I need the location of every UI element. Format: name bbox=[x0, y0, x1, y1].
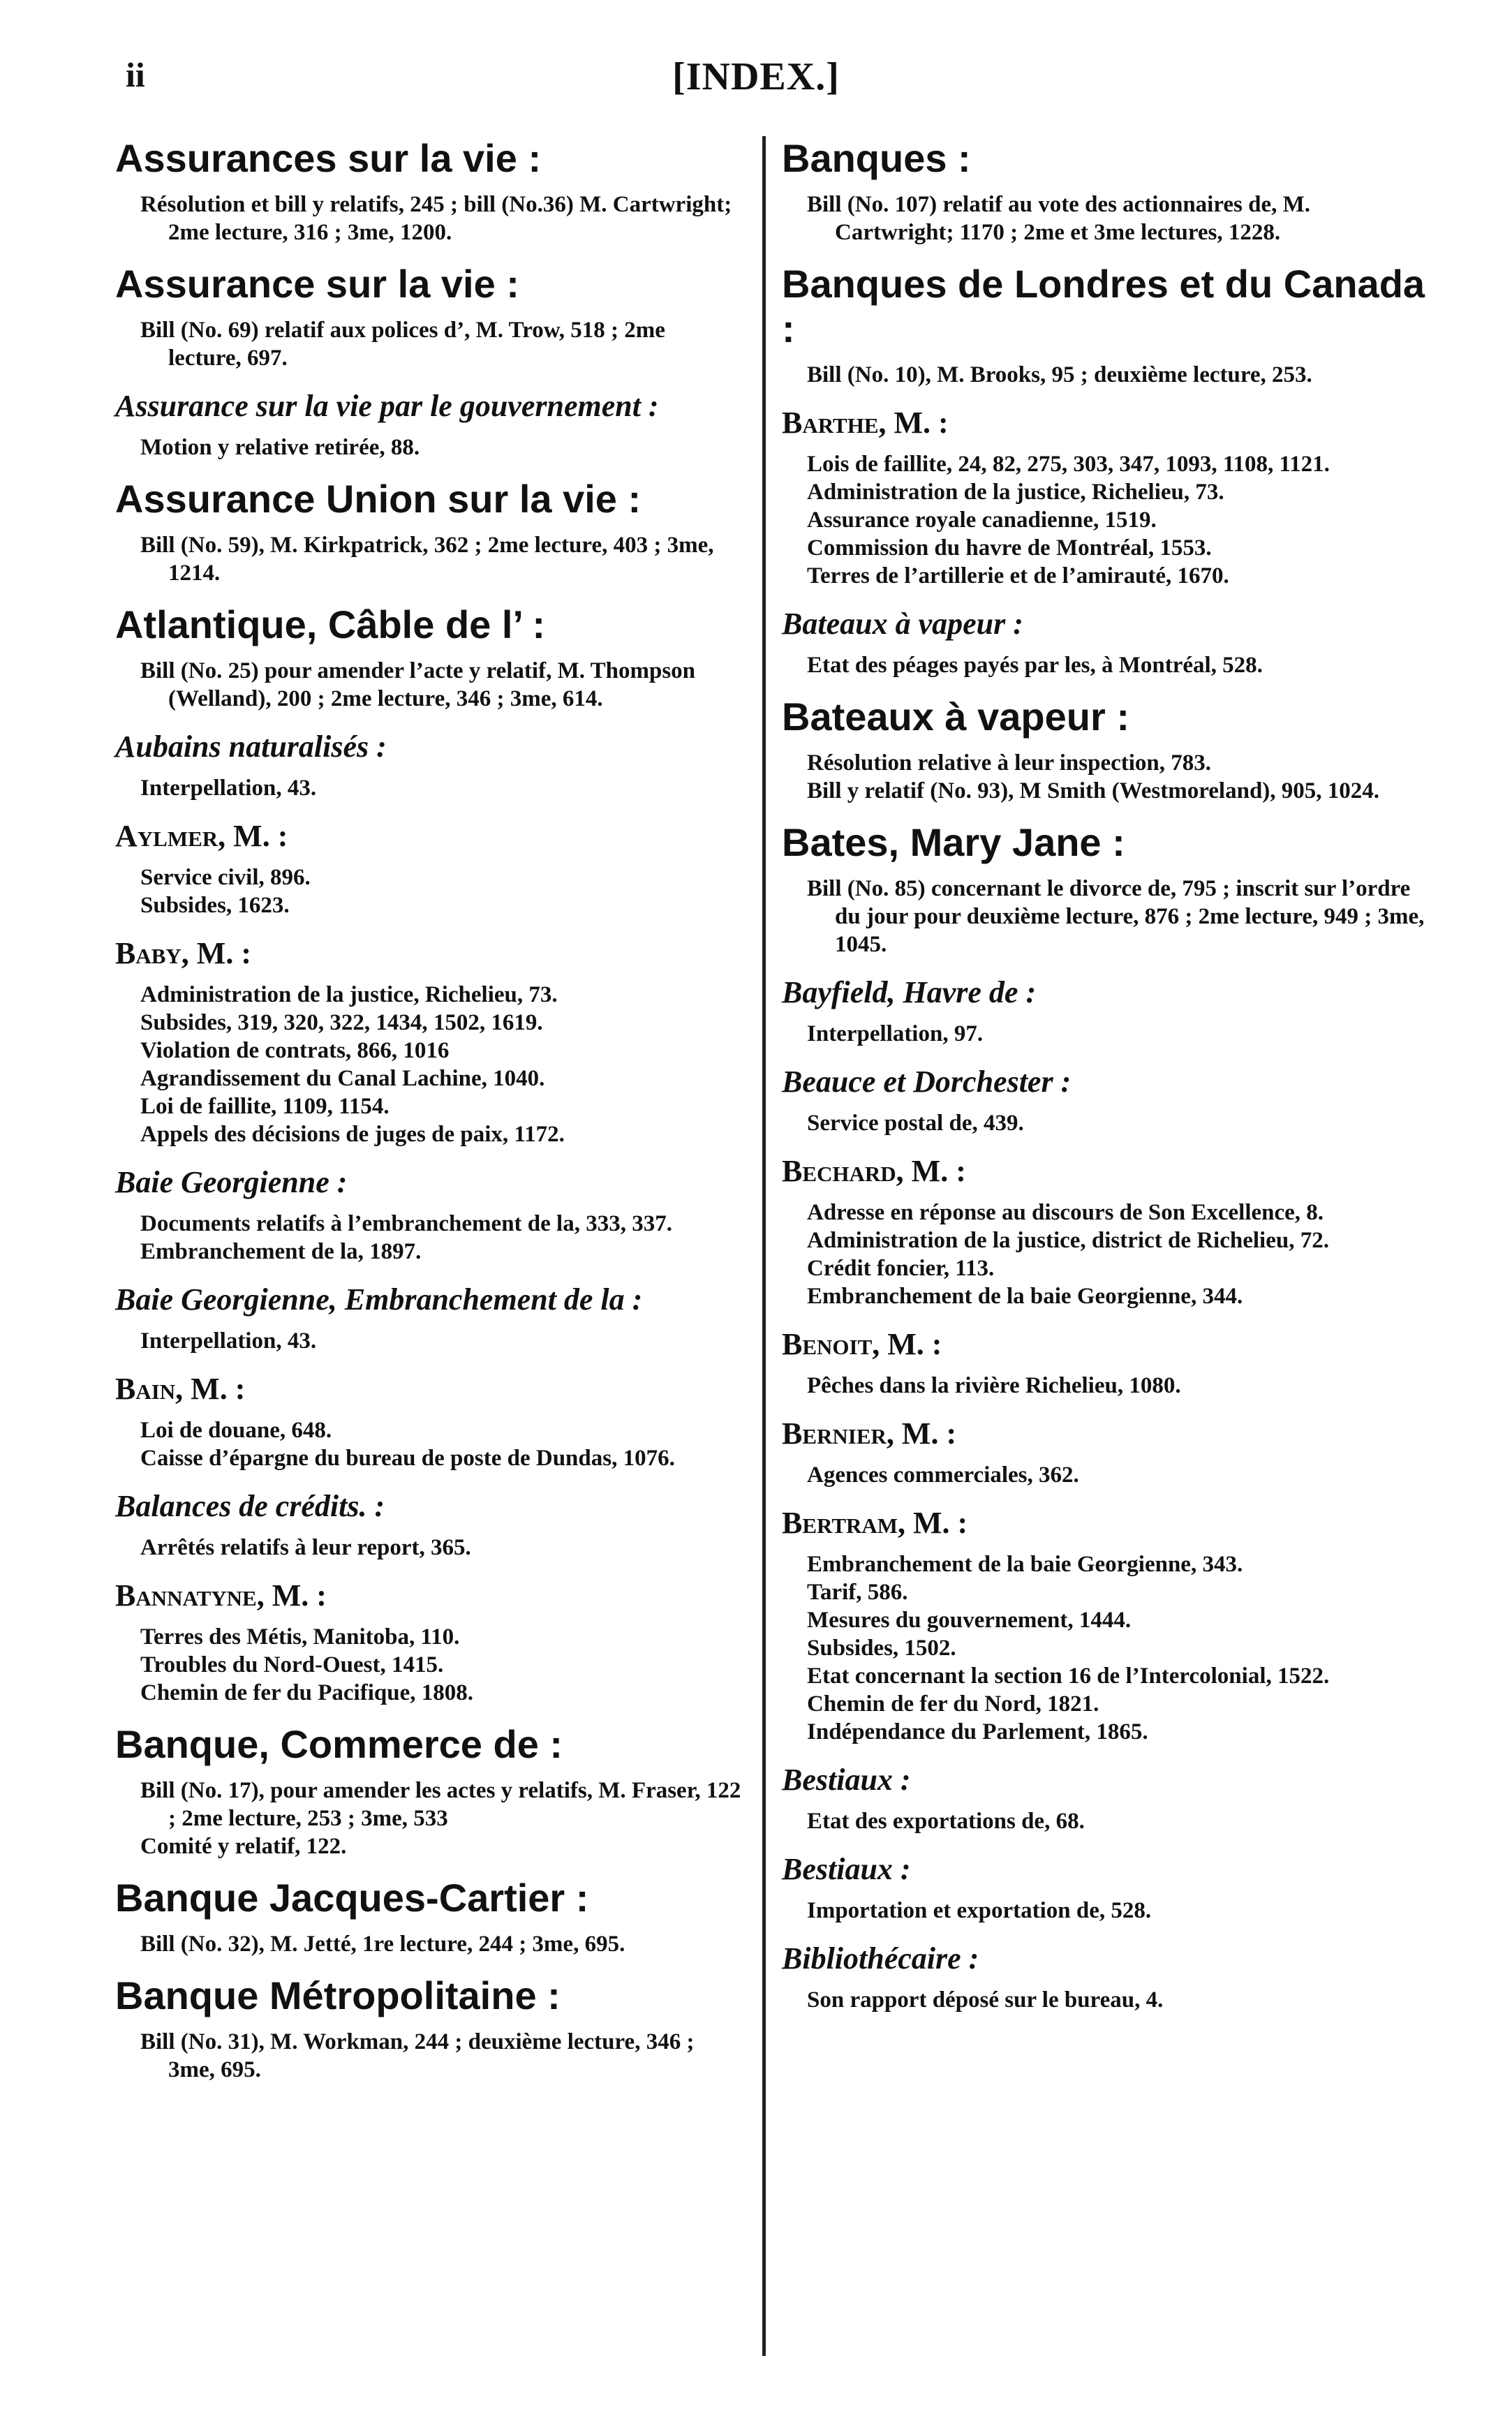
entry-heading: Banque Métropolitaine : bbox=[115, 1973, 561, 2017]
entry-lines bbox=[782, 1550, 1428, 1746]
entry-heading: Bain, M. : bbox=[115, 1372, 246, 1406]
entry-heading: Balances de crédits. : bbox=[115, 1489, 385, 1523]
index-entry bbox=[115, 387, 743, 461]
entry-line: Violation de contrats, 866, 1016 bbox=[140, 1038, 450, 1063]
entry-lines bbox=[782, 749, 1428, 805]
index-entry bbox=[115, 1488, 743, 1562]
entry-heading: Barthe, M. : bbox=[782, 406, 949, 440]
entry-line: Résolution relative à leur inspection, 783. bbox=[807, 750, 1212, 776]
entry-heading: Aylmer, M. : bbox=[115, 819, 288, 853]
entry-heading: Banques : bbox=[782, 136, 971, 180]
entry-line: Interpellation, 43. bbox=[140, 776, 317, 801]
entry-line: Mesures du gouvernement, 1444. bbox=[807, 1608, 1132, 1633]
entry-lines bbox=[115, 774, 743, 802]
entry-line: Loi de faillite, 1109, 1154. bbox=[140, 1094, 390, 1119]
entry-line: Embranchement de la, 1897. bbox=[140, 1239, 422, 1264]
entry-line: Etat concernant la section 16 de l’Intercolonial, 1522. bbox=[807, 1664, 1330, 1689]
index-entry bbox=[115, 136, 743, 246]
entry-lines bbox=[115, 434, 743, 461]
entry-line: Embranchement de la baie Georgienne, 344. bbox=[807, 1284, 1243, 1309]
entry-heading: Banque Jacques-Cartier : bbox=[115, 1876, 589, 1920]
index-entry bbox=[782, 1504, 1428, 1746]
entry-heading: Bibliothécaire : bbox=[782, 1941, 979, 1976]
entry-heading: Bechard, M. : bbox=[782, 1154, 966, 1188]
entry-line: Service postal de, 439. bbox=[807, 1111, 1024, 1136]
entry-lines bbox=[782, 1807, 1428, 1835]
entry-line: Bill (No. 25) pour amender l’acte y relatif, M. Thompson (Welland), 200 ; 2me lecture, 346 ; 3me, 614. bbox=[140, 658, 696, 711]
index-entry bbox=[782, 974, 1428, 1048]
entry-lines bbox=[782, 1461, 1428, 1489]
entry-line: Comité y relatif, 122. bbox=[140, 1834, 347, 1859]
index-entry bbox=[782, 605, 1428, 679]
entry-lines bbox=[115, 657, 743, 713]
entry-heading: Bestiaux : bbox=[782, 1852, 911, 1886]
index-entry bbox=[782, 1761, 1428, 1835]
entry-line: Bill (No. 107) relatif au vote des actionnaires de, M. Cartwright; 1170 ; 2me et 3me lectures, 1228. bbox=[807, 192, 1311, 245]
entry-line: Indépendance du Parlement, 1865. bbox=[807, 1719, 1148, 1744]
entry-line: Adresse en réponse au discours de Son Excellence, 8. bbox=[807, 1200, 1324, 1225]
entry-line: Etat des exportations de, 68. bbox=[807, 1809, 1085, 1834]
entry-line: Pêches dans la rivière Richelieu, 1080. bbox=[807, 1373, 1181, 1398]
entry-heading: Baie Georgienne, Embranchement de la : bbox=[115, 1282, 643, 1317]
entry-line: Bill (No. 17), pour amender les actes y relatifs, M. Fraser, 122 ; 2me lecture, 253 ; 3me, 533 bbox=[140, 1778, 741, 1831]
index-entry bbox=[115, 477, 743, 587]
entry-lines bbox=[115, 1777, 743, 1860]
entry-lines bbox=[782, 1109, 1428, 1137]
entry-lines bbox=[782, 651, 1428, 679]
entry-lines bbox=[115, 191, 743, 246]
entry-lines bbox=[115, 1210, 743, 1266]
entry-line: Administration de la justice, district de Richelieu, 72. bbox=[807, 1228, 1329, 1253]
entry-line: Caisse d’épargne du bureau de poste de Dundas, 1076. bbox=[140, 1446, 675, 1471]
entry-line: Agrandissement du Canal Lachine, 1040. bbox=[140, 1066, 545, 1091]
entry-heading: Assurance Union sur la vie : bbox=[115, 477, 642, 521]
entry-line: Commission du havre de Montréal, 1553. bbox=[807, 535, 1212, 561]
entry-line: Lois de faillite, 24, 82, 275, 303, 347, 1093, 1108, 1121. bbox=[807, 452, 1330, 477]
entry-lines bbox=[782, 875, 1428, 958]
index-entry bbox=[782, 695, 1428, 805]
left-column bbox=[115, 136, 743, 2099]
entry-lines bbox=[782, 1897, 1428, 1925]
entry-heading: Bateaux à vapeur : bbox=[782, 695, 1129, 739]
entry-line: Assurance royale canadienne, 1519. bbox=[807, 507, 1157, 533]
entry-line: Bill (No. 59), M. Kirkpatrick, 362 ; 2me lecture, 403 ; 3me, 1214. bbox=[140, 533, 714, 586]
entry-line: Son rapport déposé sur le bureau, 4. bbox=[807, 1987, 1164, 2013]
entry-heading: Assurances sur la vie : bbox=[115, 136, 542, 180]
entry-line: Administration de la justice, Richelieu, 73. bbox=[140, 982, 558, 1007]
entry-line: Bill (No. 85) concernant le divorce de, 795 ; inscrit sur l’ordre du jour pour deuxième lecture, 876 ; 2me lecture, 949 ; 3me, 1045. bbox=[807, 876, 1425, 957]
entry-line: Troubles du Nord-Ouest, 1415. bbox=[140, 1652, 444, 1677]
entry-heading: Beauce et Dorchester : bbox=[782, 1065, 1072, 1099]
entry-lines bbox=[782, 1986, 1428, 2014]
page-number: ii bbox=[126, 55, 145, 94]
entry-line: Importation et exportation de, 528. bbox=[807, 1898, 1152, 1923]
entry-lines bbox=[115, 981, 743, 1148]
entry-lines bbox=[115, 531, 743, 587]
entry-lines bbox=[115, 1416, 743, 1472]
index-entry bbox=[782, 262, 1428, 389]
entry-line: Terres de l’artillerie et de l’amirauté, 1670. bbox=[807, 563, 1229, 588]
entry-heading: Assurance sur la vie : bbox=[115, 262, 519, 306]
entry-heading: Bannatyne, M. : bbox=[115, 1578, 327, 1613]
entry-heading: Atlantique, Câble de l’ : bbox=[115, 602, 546, 646]
index-entry bbox=[115, 1973, 743, 2084]
entry-lines bbox=[115, 1623, 743, 1707]
entry-lines bbox=[115, 1534, 743, 1562]
index-entry bbox=[782, 1940, 1428, 2014]
entry-line: Service civil, 896. bbox=[140, 865, 311, 890]
entry-heading: Bates, Mary Jane : bbox=[782, 820, 1125, 864]
entry-lines bbox=[782, 1199, 1428, 1310]
entry-line: Embranchement de la baie Georgienne, 343. bbox=[807, 1552, 1243, 1577]
index-entry bbox=[115, 728, 743, 802]
entry-heading: Banque, Commerce de : bbox=[115, 1722, 563, 1766]
running-head: [INDEX.] bbox=[672, 55, 840, 98]
index-entry bbox=[782, 1063, 1428, 1137]
index-entry bbox=[115, 1164, 743, 1266]
entry-line: Bill (No. 69) relatif aux polices d’, M. Trow, 518 ; 2me lecture, 697. bbox=[140, 318, 665, 371]
entry-line: Agences commerciales, 362. bbox=[807, 1462, 1079, 1488]
index-entry bbox=[782, 1851, 1428, 1925]
entry-lines bbox=[115, 1930, 743, 1958]
entry-heading: Bestiaux : bbox=[782, 1763, 911, 1797]
entry-line: Interpellation, 97. bbox=[807, 1021, 984, 1046]
index-entry bbox=[115, 262, 743, 372]
column-divider bbox=[762, 136, 766, 2356]
entry-line: Bill (No. 31), M. Workman, 244 ; deuxième lecture, 346 ; 3me, 695. bbox=[140, 2029, 695, 2082]
entry-lines bbox=[115, 864, 743, 919]
entry-heading: Bertram, M. : bbox=[782, 1506, 968, 1540]
entry-line: Tarif, 586. bbox=[807, 1580, 908, 1605]
index-entry bbox=[782, 1153, 1428, 1310]
index-entry bbox=[115, 1876, 743, 1958]
entry-lines bbox=[782, 1372, 1428, 1400]
entry-lines bbox=[782, 1020, 1428, 1048]
entry-heading: Bernier, M. : bbox=[782, 1416, 957, 1451]
entry-lines bbox=[782, 361, 1428, 389]
entry-line: Bill y relatif (No. 93), M Smith (Westmoreland), 905, 1024. bbox=[807, 778, 1380, 803]
entry-lines bbox=[782, 191, 1428, 246]
entry-line: Interpellation, 43. bbox=[140, 1328, 317, 1354]
entry-line: Subsides, 319, 320, 322, 1434, 1502, 1619. bbox=[140, 1010, 543, 1035]
entry-line: Terres des Métis, Manitoba, 110. bbox=[140, 1624, 460, 1650]
entry-heading: Baie Georgienne : bbox=[115, 1165, 348, 1199]
index-entry bbox=[782, 820, 1428, 958]
entry-lines bbox=[782, 450, 1428, 590]
index-entry bbox=[115, 1370, 743, 1472]
entry-line: Administration de la justice, Richelieu, 73. bbox=[807, 480, 1224, 505]
index-entry bbox=[115, 1281, 743, 1355]
entry-lines bbox=[115, 2028, 743, 2084]
index-entry bbox=[115, 1577, 743, 1707]
index-entry bbox=[782, 1415, 1428, 1489]
entry-line: Chemin de fer du Nord, 1821. bbox=[807, 1691, 1099, 1717]
index-entry bbox=[782, 136, 1428, 246]
entry-lines bbox=[115, 1327, 743, 1355]
entry-heading: Bateaux à vapeur : bbox=[782, 607, 1023, 641]
entry-line: Crédit foncier, 113. bbox=[807, 1256, 995, 1281]
entry-heading: Bayfield, Havre de : bbox=[782, 975, 1037, 1009]
entry-lines bbox=[115, 316, 743, 372]
entry-line: Bill (No. 10), M. Brooks, 95 ; deuxième lecture, 253. bbox=[807, 362, 1312, 387]
index-entry bbox=[115, 817, 743, 919]
index-entry bbox=[115, 1722, 743, 1860]
index-entry bbox=[115, 602, 743, 713]
entry-heading: Baby, M. : bbox=[115, 936, 251, 970]
index-entry bbox=[782, 404, 1428, 590]
index-entry bbox=[782, 1326, 1428, 1400]
entry-heading: Aubains naturalisés : bbox=[115, 729, 387, 764]
entry-heading: Assurance sur la vie par le gouvernement : bbox=[115, 389, 659, 423]
entry-line: Loi de douane, 648. bbox=[140, 1418, 332, 1443]
entry-line: Documents relatifs à l’embranchement de la, 333, 337. bbox=[140, 1211, 672, 1236]
entry-line: Arrêtés relatifs à leur report, 365. bbox=[140, 1535, 471, 1560]
entry-line: Chemin de fer du Pacifique, 1808. bbox=[140, 1680, 473, 1705]
entry-line: Etat des péages payés par les, à Montréal, 528. bbox=[807, 653, 1263, 678]
entry-line: Subsides, 1502. bbox=[807, 1636, 956, 1661]
entry-heading: Banques de Londres et du Canada : bbox=[782, 262, 1425, 350]
entry-line: Motion y relative retirée, 88. bbox=[140, 435, 420, 460]
entry-line: Subsides, 1623. bbox=[140, 893, 290, 918]
entry-line: Bill (No. 32), M. Jetté, 1re lecture, 244 ; 3me, 695. bbox=[140, 1932, 625, 1957]
entry-heading: Benoit, M. : bbox=[782, 1327, 942, 1361]
right-column bbox=[782, 136, 1428, 2029]
entry-line: Appels des décisions de juges de paix, 1172. bbox=[140, 1122, 565, 1147]
index-entry bbox=[115, 935, 743, 1148]
entry-line: Résolution et bill y relatifs, 245 ; bill (No.36) M. Cartwright; 2me lecture, 316 ; 3me, 1200. bbox=[140, 192, 732, 245]
